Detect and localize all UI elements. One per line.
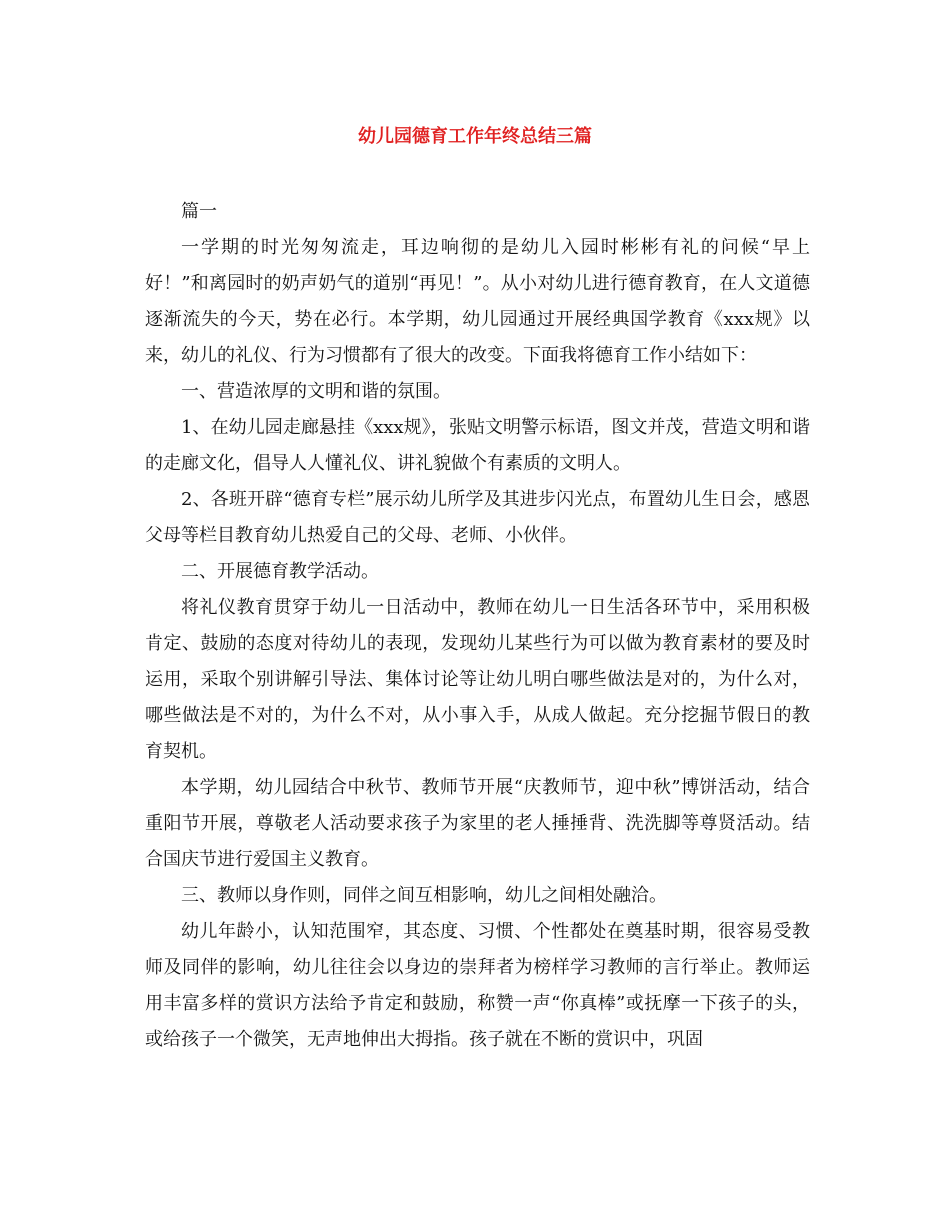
document-body	[145, 194, 810, 1058]
paragraph: 将礼仪教育贯穿于幼儿一日活动中，教师在幼儿一日生活各环节中，采用积极肯定、鼓励的态度对待幼儿的表现，发现幼儿某些行为可以做为教育素材的要及时运用，采取个别讲解引导法、集体讨论等让幼儿明白哪些做法是对的，为什么对，哪些做法是不对的，为什么不对，从小事入手，从成人做起。充分挖掘节假日的教育契机。	[145, 597, 810, 762]
section-heading: 一、营造浓厚的文明和谐的氛围。	[181, 381, 451, 402]
section-heading: 二、开展德育教学活动。	[181, 561, 379, 582]
paragraph: 2、各班开辟“德育专栏”展示幼儿所学及其进步闪光点，布置幼儿生日会，感恩父母等栏目教育幼儿热爱自己的父母、老师、小伙伴。	[145, 489, 810, 546]
document-title: 幼儿园德育工作年终总结三篇	[358, 126, 592, 147]
paragraph: 1、在幼儿园走廊悬挂《xxx规》，张贴文明警示标语，图文并茂，营造文明和谐的走廊文化，倡导人人懂礼仪、讲礼貌做个有素质的文明人。	[145, 417, 810, 474]
paragraph: 幼儿年龄小，认知范围窄，其态度、习惯、个性都处在奠基时期，很容易受教师及同伴的影响，幼儿往往会以身边的崇拜者为榜样学习教师的言行举止。教师运用丰富多样的赏识方法给予肯定和鼓励，称赞一声“你真棒”或抚摩一下孩子的头，或给孩子一个微笑，无声地伸出大拇指。孩子就在不断的赏识中，巩固	[145, 921, 810, 1050]
paragraph: 一学期的时光匆匆流走，耳边响彻的是幼儿入园时彬彬有礼的问候“早上好！”和离园时的奶声奶气的道别“再见！”。从小对幼儿进行德育教育，在人文道德逐渐流失的今天，势在必行。本学期，幼儿园通过开展经典国学教育《xxx规》以来，幼儿的礼仪、行为习惯都有了很大的改变。下面我将德育工作小结如下：	[145, 237, 810, 366]
section-heading: 三、教师以身作则，同伴之间互相影响，幼儿之间相处融洽。	[181, 885, 667, 906]
paragraph: 篇一	[181, 201, 217, 222]
paragraph: 本学期，幼儿园结合中秋节、教师节开展“庆教师节，迎中秋”博饼活动，结合重阳节开展，尊敬老人活动要求孩子为家里的老人捶捶背、洗洗脚等尊贤活动。结合国庆节进行爱国主义教育。	[145, 777, 810, 870]
